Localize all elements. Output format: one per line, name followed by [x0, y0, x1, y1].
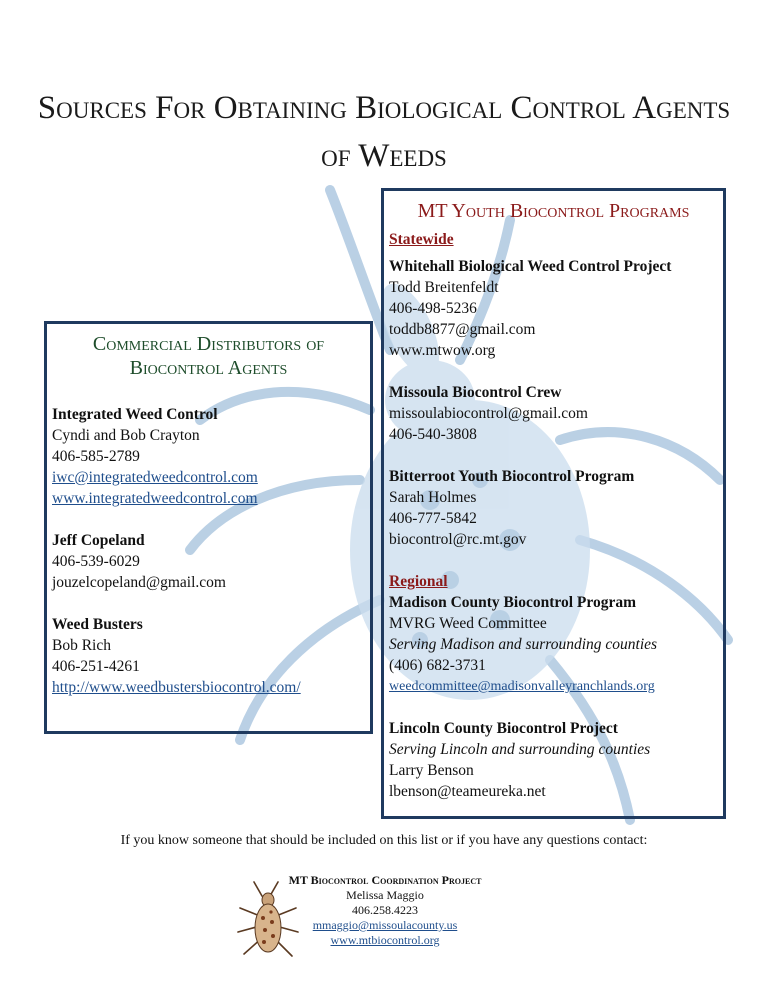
phone-number: 406-585-2789 — [52, 448, 140, 465]
contact-prompt: If you know someone that should be included on this list or if you have any questions contact: — [120, 833, 648, 848]
email-text: biocontrol@rc.mt.gov — [389, 531, 527, 548]
statewide-label: Statewide — [389, 231, 454, 248]
program-entry — [389, 592, 723, 697]
phone-number: 406-251-4261 — [52, 658, 140, 675]
phone-number: 406-540-3808 — [389, 426, 477, 443]
program-entry — [389, 718, 723, 802]
youth-heading: MT Youth Biocontrol Programs — [417, 200, 690, 222]
email-link[interactable]: iwc@integratedweedcontrol.com — [52, 469, 258, 486]
committee-name: MVRG Weed Committee — [389, 615, 547, 632]
program-name: Bitterroot Youth Biocontrol Program — [389, 468, 635, 485]
email-text: toddb8877@gmail.com — [389, 321, 536, 338]
contact-person: Cyndi and Bob Crayton — [52, 427, 200, 444]
email-text: lbenson@teameureka.net — [389, 783, 546, 800]
website-link[interactable]: www.integratedweedcontrol.com — [52, 490, 258, 507]
program-name: Whitehall Biological Weed Control Project — [389, 258, 672, 275]
service-area: Serving Lincoln and surrounding counties — [389, 741, 651, 758]
contact-person: Sarah Holmes — [389, 489, 477, 506]
phone-number: 406.258.4223 — [352, 903, 418, 917]
youth-programs-box — [381, 188, 726, 819]
email-text: missoulabiocontrol@gmail.com — [389, 405, 588, 422]
service-area: Serving Madison and surrounding counties — [389, 636, 658, 653]
distributor-name: Integrated Weed Control — [52, 406, 218, 423]
program-name: Lincoln County Biocontrol Project — [389, 720, 618, 737]
distributor-entry — [52, 404, 370, 509]
contact-person: Melissa Maggio — [346, 888, 424, 902]
program-entry — [389, 466, 723, 550]
page-title: Sources For Obtaining Biological Control Agents of Weeds — [37, 90, 731, 174]
program-name: Madison County Biocontrol Program — [389, 594, 637, 611]
program-entry — [389, 256, 723, 361]
distributor-entry — [52, 614, 370, 698]
regional-label: Regional — [389, 573, 448, 590]
phone-number: 406-539-6029 — [52, 553, 140, 570]
contact-person: Larry Benson — [389, 762, 474, 779]
footer-contact — [240, 873, 530, 948]
distributor-entry — [52, 530, 370, 593]
website-text: www.mtwow.org — [389, 342, 496, 359]
email-text: jouzelcopeland@gmail.com — [52, 574, 226, 591]
website-link[interactable]: www.mtbiocontrol.org — [330, 933, 440, 947]
email-link[interactable]: weedcommittee@madisonvalleyranchlands.org — [389, 679, 655, 694]
commercial-distributors-box — [44, 321, 373, 734]
website-link[interactable]: http://www.weedbustersbiocontrol.com/ — [52, 679, 301, 696]
phone-number: (406) 682-3731 — [389, 657, 486, 674]
email-link[interactable]: mmaggio@missoulacounty.us — [312, 918, 458, 932]
contact-person: Todd Breitenfeldt — [389, 279, 499, 296]
contact-person: Bob Rich — [52, 637, 111, 654]
phone-number: 406-498-5236 — [389, 300, 477, 317]
program-entry — [389, 382, 723, 445]
distributor-name: Jeff Copeland — [52, 532, 145, 549]
phone-number: 406-777-5842 — [389, 510, 477, 527]
project-name: MT Biocontrol Coordination Project — [288, 873, 482, 887]
program-name: Missoula Biocontrol Crew — [389, 384, 562, 401]
commercial-heading: Commercial Distributors of Biocontrol Agents — [92, 333, 325, 379]
distributor-name: Weed Busters — [52, 616, 143, 633]
